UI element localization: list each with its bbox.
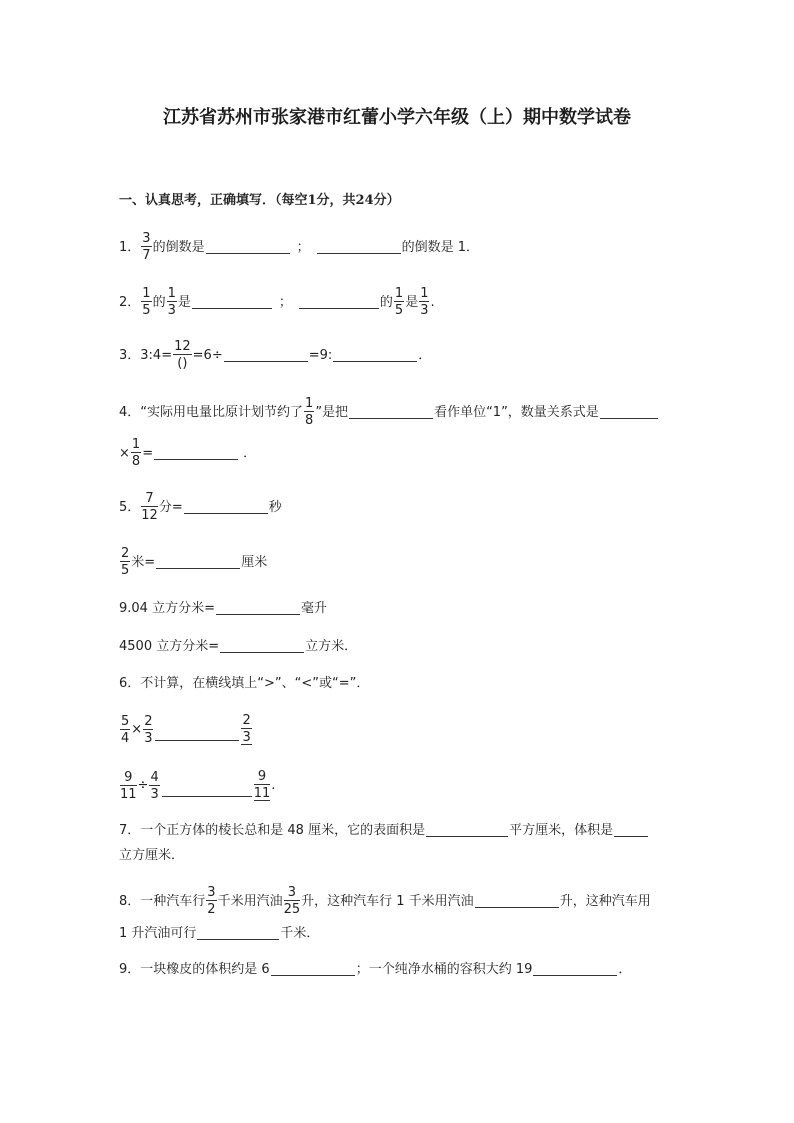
answer-blank[interactable] bbox=[475, 895, 559, 908]
q1-number: 1． bbox=[119, 239, 141, 255]
q8-text: 升，这种汽车行 1 千米用汽油 bbox=[301, 893, 474, 909]
answer-blank[interactable] bbox=[184, 501, 268, 514]
answer-blank[interactable] bbox=[533, 963, 617, 976]
q3-text: 3:4= bbox=[140, 347, 173, 363]
question-5-line2 bbox=[119, 547, 267, 577]
q2-text: . bbox=[430, 294, 435, 310]
fraction: $\frac{3}{7}$ bbox=[142, 231, 151, 263]
q3-text: =6÷ bbox=[192, 347, 223, 363]
question-2 bbox=[119, 287, 435, 317]
answer-blank[interactable] bbox=[197, 927, 279, 940]
q4-text: ． bbox=[243, 445, 257, 461]
question-5-line3 bbox=[119, 602, 327, 615]
q2-text: 的 bbox=[379, 294, 393, 310]
operator: ÷ bbox=[137, 778, 149, 793]
q8-text: 千米． bbox=[280, 926, 320, 941]
question-1 bbox=[119, 232, 479, 262]
answer-blank[interactable] bbox=[192, 296, 272, 309]
q5-text: 秒 bbox=[268, 499, 282, 515]
answer-blank[interactable] bbox=[333, 349, 417, 362]
answer-blank[interactable] bbox=[216, 602, 300, 615]
answer-blank[interactable] bbox=[317, 241, 401, 254]
q2-text: ； bbox=[278, 294, 292, 310]
q5-text: 毫升 bbox=[300, 601, 327, 616]
q2-text: 是 bbox=[177, 294, 191, 310]
q3-number: 3． bbox=[119, 347, 141, 363]
q1-text: 的倒数是 bbox=[152, 239, 205, 255]
q8-text: 一种汽车行 bbox=[140, 893, 206, 909]
q6-number: 6． bbox=[119, 676, 141, 691]
q5-text: 9.04 立方分米= bbox=[119, 601, 215, 616]
q4-text: “实际用电量比原计划节约了 bbox=[140, 404, 304, 420]
q5-number: 5． bbox=[119, 499, 141, 515]
question-6-line3 bbox=[119, 770, 275, 801]
question-4-line2 bbox=[119, 438, 256, 468]
answer-blank[interactable] bbox=[349, 406, 433, 419]
question-6-line2 bbox=[119, 714, 253, 745]
q4-text: ”是把 bbox=[315, 404, 349, 420]
q9-text: 一块橡皮的体积约是 6 bbox=[140, 962, 270, 977]
q3-text: =9: bbox=[308, 347, 333, 363]
q6-text: . bbox=[271, 778, 276, 793]
question-5-line4 bbox=[119, 640, 357, 653]
q1-text: 的倒数是 1． bbox=[401, 239, 479, 255]
question-6 bbox=[119, 677, 369, 690]
q7-text: 立方厘米． bbox=[119, 848, 185, 863]
q3-text: ． bbox=[418, 347, 432, 363]
q4-text: × bbox=[119, 445, 130, 461]
q2-text: 是 bbox=[405, 294, 419, 310]
question-8-line2 bbox=[119, 927, 319, 940]
fraction: $\frac{7}{12}$ bbox=[141, 491, 158, 523]
q2-number: 2． bbox=[119, 294, 141, 310]
fraction: $\frac{1}{3}$ bbox=[420, 286, 429, 318]
fraction: $\frac{12}{()}$ bbox=[174, 339, 191, 371]
q6-text: 不计算，在横线填上“>”、“<”或“=”． bbox=[140, 676, 370, 691]
q7-text: 一个正方体的棱长总和是 48 厘米，它的表面积是 bbox=[140, 823, 426, 838]
q5-text: 立方米． bbox=[305, 639, 358, 654]
answer-blank[interactable] bbox=[271, 963, 355, 976]
answer-blank[interactable] bbox=[156, 556, 240, 569]
answer-blank[interactable] bbox=[614, 824, 648, 837]
question-7 bbox=[119, 824, 649, 837]
answer-blank[interactable] bbox=[426, 824, 508, 837]
answer-blank[interactable] bbox=[299, 296, 379, 309]
page-title: 江苏省苏州市张家港市红蕾小学六年级（上）期中数学试卷 bbox=[163, 107, 631, 128]
fraction: $\frac{3}{2}$ bbox=[207, 885, 216, 917]
q8-text: 1 升汽油可行 bbox=[119, 926, 197, 941]
fraction: $\frac{3}{25}$ bbox=[283, 885, 301, 917]
q9-text: ；一个纯净水桶的容积大约 19 bbox=[355, 962, 533, 977]
answer-blank[interactable] bbox=[220, 640, 304, 653]
q9-text: ． bbox=[618, 962, 632, 977]
answer-blank[interactable] bbox=[224, 349, 308, 362]
q8-number: 8． bbox=[119, 893, 141, 909]
question-8 bbox=[119, 886, 651, 916]
q7-text: 平方厘米，体积是 bbox=[509, 823, 614, 838]
q5-text: 分= bbox=[158, 499, 183, 515]
fraction: $\frac{2}{3}$ bbox=[144, 713, 153, 746]
fraction: $\frac{5}{4}$ bbox=[121, 713, 130, 746]
fraction: $\frac{1}{8}$ bbox=[305, 396, 314, 428]
answer-blank[interactable] bbox=[154, 447, 238, 460]
q5-text: 厘米 bbox=[241, 554, 268, 570]
q9-number: 9． bbox=[119, 962, 141, 977]
answer-blank[interactable] bbox=[206, 241, 290, 254]
question-9 bbox=[119, 963, 631, 976]
q4-number: 4． bbox=[119, 404, 141, 420]
fraction: $\frac{4}{3}$ bbox=[150, 769, 159, 802]
q8-text: 千米用汽油 bbox=[217, 893, 283, 909]
q8-text: 升，这种汽车用 bbox=[559, 893, 651, 909]
fraction: $\frac{1}{3}$ bbox=[167, 286, 176, 318]
answer-blank[interactable] bbox=[162, 774, 252, 797]
section-heading: 一、认真思考，正确填写．（每空1分，共24分） bbox=[119, 193, 400, 208]
q4-text: = bbox=[142, 445, 154, 461]
fraction: $\frac{1}{5}$ bbox=[142, 286, 151, 318]
fraction: $\frac{2}{3}$ bbox=[242, 713, 251, 745]
q2-text: 的 bbox=[152, 294, 166, 310]
operator: × bbox=[131, 722, 143, 737]
fraction: $\frac{9}{11}$ bbox=[253, 769, 271, 801]
question-5 bbox=[119, 492, 282, 522]
fraction: $\frac{1}{5}$ bbox=[394, 286, 404, 318]
answer-blank[interactable] bbox=[155, 718, 239, 741]
question-4 bbox=[119, 397, 659, 427]
q1-text: ； bbox=[296, 239, 310, 255]
q4-text: 看作单位“1”，数量关系式是 bbox=[434, 404, 599, 420]
q5-text: 4500 立方分米= bbox=[119, 639, 220, 654]
question-3 bbox=[119, 340, 431, 370]
q5-text: 米= bbox=[131, 554, 156, 570]
answer-blank[interactable] bbox=[600, 406, 658, 419]
q7-number: 7． bbox=[119, 823, 141, 838]
fraction: $\frac{9}{11}$ bbox=[120, 769, 137, 802]
fraction: $\frac{1}{8}$ bbox=[131, 437, 141, 469]
fraction: $\frac{2}{5}$ bbox=[121, 546, 130, 578]
